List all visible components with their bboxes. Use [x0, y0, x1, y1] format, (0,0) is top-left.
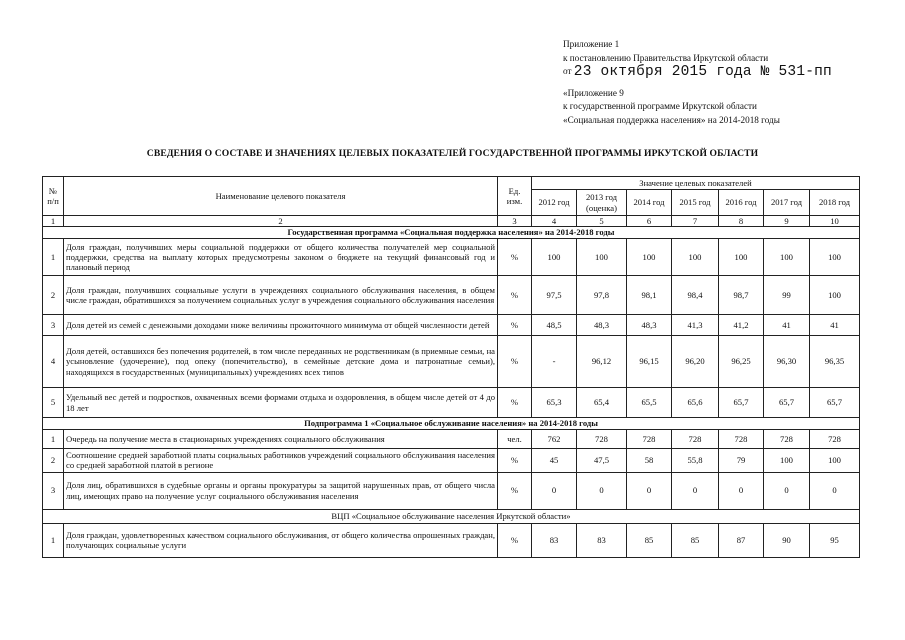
header-date-line: [563, 65, 832, 79]
value-cell: 96,15: [627, 336, 672, 388]
table-row: [43, 430, 860, 449]
indicator-name: Удельный вес детей и подростков, охваченных всеми формами отдыха и оздоровления, в общем числе детей от 4 до 18 лет: [64, 388, 498, 418]
column-number-cell: 6: [627, 216, 672, 227]
value-cell: -: [532, 336, 577, 388]
value-cell: 96,30: [764, 336, 810, 388]
value-cell: 96,35: [810, 336, 860, 388]
header-from-label: от: [563, 66, 572, 76]
value-cell: 99: [764, 276, 810, 315]
value-cell: 728: [672, 430, 719, 449]
value-cell: 100: [719, 239, 764, 276]
row-number: 5: [43, 388, 64, 418]
row-number: 1: [43, 523, 64, 557]
table-row: [43, 449, 860, 473]
header-year: 2014 год: [627, 190, 672, 216]
indicator-name: Доля детей, оставшихся без попечения родителей, в том числе переданных не родственникам (в приемные семьи, на усыновление (удочерение), под опеку (попечительство), в семейные детские дома и патронатные семьи), находящихся в государственных (муниципальных) учреждениях всех типов: [64, 336, 498, 388]
value-cell: 0: [627, 472, 672, 509]
indicator-name: Доля граждан, получивших социальные услуги в учреждениях социального обслуживания населения, в общем числе граждан, обратившихся за получением социальных услуг в учреждения социального обслуживания населения: [64, 276, 498, 315]
row-number: 3: [43, 472, 64, 509]
header-appendix-line: Приложение 1: [563, 39, 620, 49]
section-title: Подпрограмма 1 «Социальное обслуживание населения» на 2014-2018 годы: [43, 418, 860, 430]
value-cell: 41,2: [719, 315, 764, 336]
value-cell: 83: [577, 523, 627, 557]
unit-cell: %: [498, 239, 532, 276]
header-year: 2018 год: [810, 190, 860, 216]
indicators-table: [42, 176, 860, 558]
column-number-cell: 8: [719, 216, 764, 227]
header-appendix9-line: «Приложение 9: [563, 87, 624, 98]
column-number-cell: 2: [64, 216, 498, 227]
value-cell: 85: [672, 523, 719, 557]
value-cell: 83: [532, 523, 577, 557]
table-row: [43, 276, 860, 315]
indicator-name: Доля граждан, удовлетворенных качеством социального обслуживания, от общего количества опрошенных граждан, получающих социальные услуги: [64, 523, 498, 557]
value-cell: 762: [532, 430, 577, 449]
value-cell: 96,12: [577, 336, 627, 388]
section-title: ВЦП «Социальное обслуживание населения Иркутской области»: [43, 509, 860, 523]
row-number: 1: [43, 430, 64, 449]
table-row: [43, 388, 860, 418]
row-number: 4: [43, 336, 64, 388]
value-cell: 65,7: [719, 388, 764, 418]
value-cell: 0: [719, 472, 764, 509]
value-cell: 41: [764, 315, 810, 336]
document-header: [563, 38, 832, 127]
value-cell: 100: [810, 239, 860, 276]
value-cell: 98,4: [672, 276, 719, 315]
value-cell: 0: [577, 472, 627, 509]
unit-cell: %: [498, 523, 532, 557]
value-cell: 41,3: [672, 315, 719, 336]
value-cell: 48,3: [627, 315, 672, 336]
indicator-name: Очередь на получение места в стационарных учреждениях социального обслуживания: [64, 430, 498, 449]
value-cell: 96,25: [719, 336, 764, 388]
header-resolution-line: к постановлению Правительства Иркутской области: [563, 52, 769, 63]
unit-cell: %: [498, 449, 532, 473]
section-title: Государственная программа «Социальная поддержка населения» на 2014-2018 годы: [43, 227, 860, 239]
table-row: [43, 472, 860, 509]
value-cell: 58: [627, 449, 672, 473]
header-year: 2015 год: [672, 190, 719, 216]
value-cell: 65,7: [810, 388, 860, 418]
row-number: 2: [43, 276, 64, 315]
value-cell: 65,4: [577, 388, 627, 418]
value-cell: 95: [810, 523, 860, 557]
value-cell: 100: [810, 449, 860, 473]
document-title: СВЕДЕНИЯ О СОСТАВЕ И ЗНАЧЕНИЯХ ЦЕЛЕВЫХ ПОКАЗАТЕЛЕЙ ГОСУДАРСТВЕННОЙ ПРОГРАММЫ ИРКУТСКОЙ ОБЛАСТИ: [146, 148, 759, 159]
column-number-cell: 10: [810, 216, 860, 227]
value-cell: 0: [672, 472, 719, 509]
column-number-cell: 3: [498, 216, 532, 227]
handwritten-date: 23 октября 2015 года № 531-пп: [573, 64, 832, 80]
row-number: 2: [43, 449, 64, 473]
header-program-name-line: «Социальная поддержка населения» на 2014-2018 годы: [563, 114, 780, 125]
unit-cell: чел.: [498, 430, 532, 449]
value-cell: 100: [764, 449, 810, 473]
header-year: 2016 год: [719, 190, 764, 216]
header-year: 2013 год (оценка): [577, 190, 627, 216]
value-cell: 98,7: [719, 276, 764, 315]
column-number-cell: 1: [43, 216, 64, 227]
value-cell: 100: [627, 239, 672, 276]
value-cell: 85: [627, 523, 672, 557]
table-row: [43, 239, 860, 276]
value-cell: 96,20: [672, 336, 719, 388]
value-cell: 90: [764, 523, 810, 557]
header-year: 2017 год: [764, 190, 810, 216]
value-cell: 0: [764, 472, 810, 509]
unit-cell: %: [498, 388, 532, 418]
value-cell: 100: [672, 239, 719, 276]
value-cell: 65,3: [532, 388, 577, 418]
value-cell: 98,1: [627, 276, 672, 315]
value-cell: 48,3: [577, 315, 627, 336]
value-cell: 0: [532, 472, 577, 509]
unit-cell: %: [498, 276, 532, 315]
value-cell: 65,7: [764, 388, 810, 418]
table-row: [43, 336, 860, 388]
header-year: 2012 год: [532, 190, 577, 216]
value-cell: 0: [810, 472, 860, 509]
row-number: 1: [43, 239, 64, 276]
indicator-name: Доля детей из семей с денежными доходами ниже величины прожиточного минимума от общей численности детей: [64, 315, 498, 336]
header-program-line: к государственной программе Иркутской области: [563, 101, 757, 111]
value-cell: 100: [764, 239, 810, 276]
value-cell: 728: [810, 430, 860, 449]
column-number-cell: 5: [577, 216, 627, 227]
indicator-name: Доля граждан, получивших меры социальной поддержки от общего количества получателей мер социальной поддержки, средства на выплату которых предусмотрены законом о бюджете на текущий финансовый год и плановый период: [64, 239, 498, 276]
value-cell: 48,5: [532, 315, 577, 336]
column-number-cell: 7: [672, 216, 719, 227]
value-cell: 47,5: [577, 449, 627, 473]
unit-cell: %: [498, 336, 532, 388]
value-cell: 45: [532, 449, 577, 473]
table-row: [43, 315, 860, 336]
value-cell: 65,5: [627, 388, 672, 418]
table-row: [43, 523, 860, 557]
header-col-unit: Ед. изм.: [498, 177, 532, 216]
value-cell: 728: [764, 430, 810, 449]
unit-cell: %: [498, 315, 532, 336]
value-cell: 100: [532, 239, 577, 276]
value-cell: 87: [719, 523, 764, 557]
indicator-name: Соотношение средней заработной платы социальных работников учреждений социального обслуживания населения со средней заработной платой в регионе: [64, 449, 498, 473]
header-col-number: № п/п: [43, 177, 64, 216]
column-number-cell: 4: [532, 216, 577, 227]
value-cell: 41: [810, 315, 860, 336]
value-cell: 79: [719, 449, 764, 473]
value-cell: 97,5: [532, 276, 577, 315]
header-col-values: Значение целевых показателей: [532, 177, 860, 190]
row-number: 3: [43, 315, 64, 336]
value-cell: 100: [810, 276, 860, 315]
value-cell: 65,6: [672, 388, 719, 418]
unit-cell: %: [498, 472, 532, 509]
value-cell: 97,8: [577, 276, 627, 315]
value-cell: 100: [577, 239, 627, 276]
value-cell: 728: [627, 430, 672, 449]
header-col-name: Наименование целевого показателя: [64, 177, 498, 216]
value-cell: 728: [577, 430, 627, 449]
value-cell: 728: [719, 430, 764, 449]
column-number-cell: 9: [764, 216, 810, 227]
indicator-name: Доля лиц, обратившихся в судебные органы и органы прокуратуры за защитой нарушенных прав, от общего числа лиц, имеющих право на получение услуг социального обслуживания населения: [64, 472, 498, 509]
value-cell: 55,8: [672, 449, 719, 473]
